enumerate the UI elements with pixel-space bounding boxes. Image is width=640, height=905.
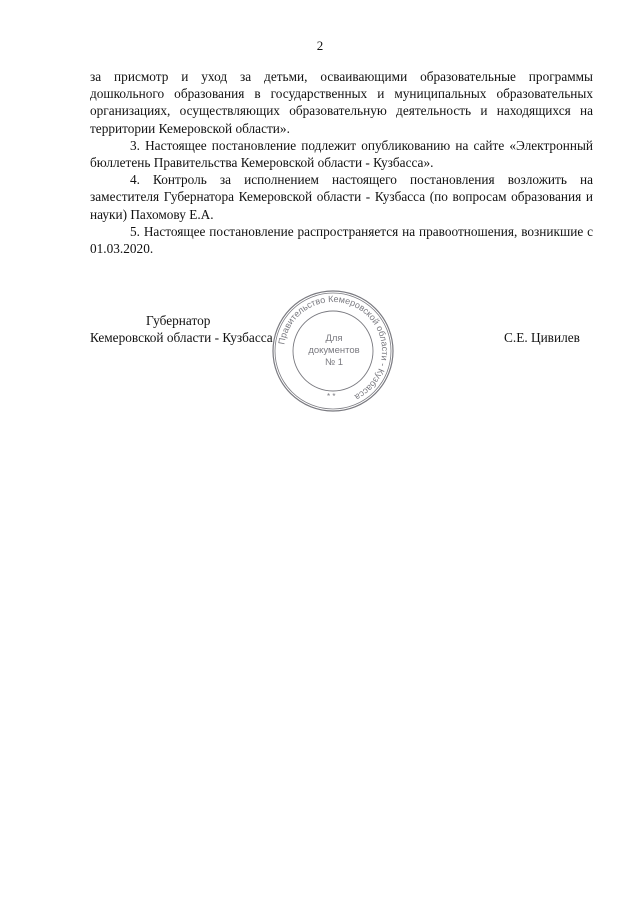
- paragraph-4: 4. Контроль за исполнением настоящего постановления возложить на заместителя Губернатора Кемеровской области - Кузбасса (по вопросам образования и науки) Пахомову Е.А.: [90, 172, 593, 222]
- stamp-inner-line1: Для: [325, 333, 343, 344]
- stamp-outer-text: Правительство Кемеровской области - Кузбасса: [276, 293, 391, 403]
- paragraph-5: 5. Настоящее постановление распространяется на правоотношения, возникшие с 01.03.2020.: [90, 223, 593, 257]
- signatory-title: [90, 312, 290, 346]
- document-body: [90, 68, 593, 257]
- official-stamp: [271, 289, 395, 413]
- stamp-inner-line3: № 1: [324, 357, 344, 368]
- stamp-stars: * *: [327, 392, 336, 401]
- page-number: 2: [316, 38, 324, 53]
- paragraph-3: 3. Настоящее постановление подлежит опубликованию на сайте «Электронный бюллетень Правительства Кемеровской области - Кузбасса».: [90, 137, 593, 171]
- signatory-name: С.Е. Цивилев: [504, 330, 580, 345]
- signatory-title-line1: Губернатор: [146, 313, 211, 328]
- stamp-inner-line2: документов: [308, 345, 360, 356]
- paragraph-continuation: за присмотр и уход за детьми, осваивающими образовательные программы дошкольного образования в государственных и муниципальных образовательных организациях, осуществляющих образовательную деятельность и находящихся на территории Кемеровской области».: [90, 69, 593, 136]
- stamp-seal-icon: [271, 289, 395, 413]
- signatory-title-line2: Кемеровской области - Кузбасса: [90, 330, 273, 346]
